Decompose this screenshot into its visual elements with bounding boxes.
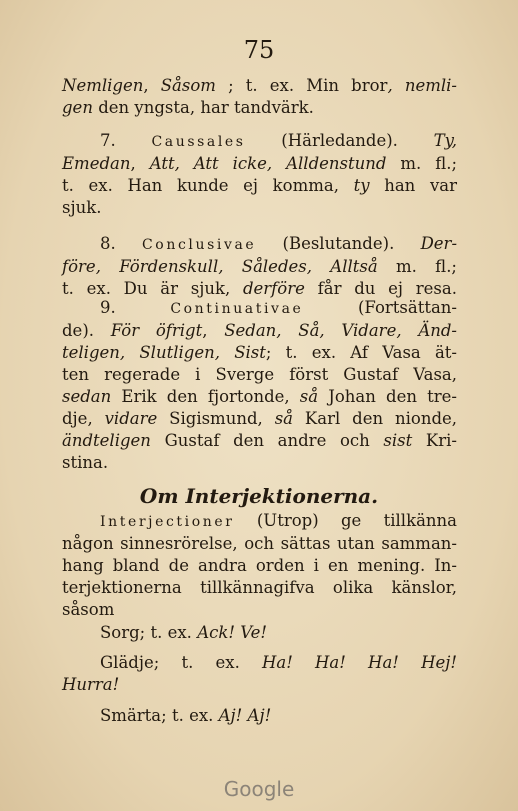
text: de). bbox=[62, 321, 95, 340]
text: t. ex. Du är sjuk, bbox=[62, 279, 231, 298]
s7-line-1 bbox=[62, 130, 457, 153]
comma: , bbox=[266, 154, 273, 173]
word: Alltså bbox=[330, 257, 378, 276]
s7-line-3 bbox=[62, 175, 457, 197]
word: Således bbox=[241, 257, 307, 276]
comma: , bbox=[319, 321, 325, 340]
s9-line-4: ten regerade i Sverge först Gustaf Vasa, bbox=[62, 365, 457, 384]
intro-paragraph bbox=[62, 75, 457, 119]
interj-line-3: hang bland de andra orden i en mening. In- bbox=[62, 556, 457, 575]
s8-line-2 bbox=[62, 256, 457, 278]
s9-line-2 bbox=[62, 320, 457, 342]
word-ty: Ty bbox=[433, 131, 452, 150]
google-watermark: Google bbox=[223, 777, 295, 801]
word: ändteligen bbox=[62, 431, 151, 450]
word: derföre bbox=[242, 279, 305, 298]
text: m. fl.; bbox=[396, 257, 457, 276]
text: han var bbox=[384, 176, 457, 195]
comma: , bbox=[451, 131, 458, 150]
example-smarta bbox=[62, 705, 457, 727]
intro-line-1 bbox=[62, 75, 457, 97]
comma: , bbox=[143, 76, 149, 95]
gloss: (Beslutande). bbox=[282, 234, 395, 253]
word: Änd- bbox=[418, 321, 457, 340]
word: Ha! Ha! Ha! Hej! bbox=[262, 653, 457, 672]
text: ; t. ex. Af Vasa ät- bbox=[265, 343, 458, 362]
example-line bbox=[62, 705, 457, 727]
word: Att icke bbox=[193, 154, 267, 173]
word: Ack! Ve! bbox=[197, 623, 268, 642]
s9-line-5 bbox=[62, 386, 457, 408]
text: (Utrop) ge tillkänna bbox=[256, 511, 458, 530]
word: vidare bbox=[104, 409, 158, 428]
text: Karl den nionde, bbox=[304, 409, 458, 428]
word-gen: gen bbox=[62, 98, 93, 117]
term: Conclusivae bbox=[141, 237, 257, 253]
word: sist bbox=[383, 431, 413, 450]
text: Sorg; t. ex. bbox=[100, 623, 192, 642]
word: ty bbox=[353, 176, 370, 195]
text: ; t. ex. Min bror bbox=[228, 76, 388, 95]
text: m. fl.; bbox=[400, 154, 458, 173]
term: Continuativae bbox=[170, 301, 304, 317]
word-sasom: Såsom bbox=[160, 76, 216, 95]
text: får du ej resa. bbox=[317, 279, 457, 298]
word: Vidare bbox=[341, 321, 397, 340]
s7-line-2 bbox=[62, 153, 457, 175]
word: Slutligen bbox=[139, 343, 215, 362]
s9-line-6 bbox=[62, 408, 457, 430]
example-gladje bbox=[62, 652, 457, 696]
comma: , bbox=[119, 343, 126, 362]
word: Fördenskull bbox=[119, 257, 219, 276]
s7-line-4: sjuk. bbox=[62, 198, 102, 217]
word: teligen bbox=[62, 343, 120, 362]
word: Så bbox=[298, 321, 320, 340]
interj-line-2: någon sinnesrörelse, och sättas utan samman- bbox=[62, 534, 457, 553]
s9-line-3 bbox=[62, 342, 457, 364]
word: så bbox=[299, 387, 319, 406]
s9-line-7 bbox=[62, 430, 457, 452]
section-8 bbox=[62, 233, 457, 300]
comma-italic: , bbox=[387, 76, 393, 95]
text: Erik den fjortonde, bbox=[121, 387, 290, 406]
term: Interjectioner bbox=[100, 514, 235, 530]
section-number: 8. bbox=[100, 234, 116, 253]
example-line bbox=[62, 652, 457, 674]
page-number: 75 bbox=[243, 36, 275, 64]
interj-line-1 bbox=[62, 510, 457, 533]
word: så bbox=[274, 409, 293, 428]
section-number: 7. bbox=[100, 131, 116, 150]
section-9 bbox=[62, 297, 457, 474]
comma: , bbox=[174, 154, 180, 173]
word: Att bbox=[149, 154, 175, 173]
comma: , bbox=[95, 257, 101, 276]
word: Sist bbox=[234, 343, 266, 362]
text: Johan den tre- bbox=[328, 387, 457, 406]
word: Aj! Aj! bbox=[218, 706, 272, 725]
word: Hurra! bbox=[62, 675, 120, 694]
comma: , bbox=[214, 343, 220, 362]
text: dje, bbox=[62, 409, 93, 428]
s9-line-1 bbox=[62, 297, 457, 320]
text: Sigismund, bbox=[169, 409, 263, 428]
word: före bbox=[62, 257, 96, 276]
word: Alldenstund bbox=[286, 154, 387, 173]
gloss: (Härledande). bbox=[281, 131, 398, 150]
interj-line-4: terjektionerna tillkännagifva olika känslor, bbox=[62, 578, 457, 597]
section-7 bbox=[62, 130, 457, 219]
word-nemli: nemli- bbox=[404, 76, 457, 95]
text: t. ex. Han kunde ej komma, bbox=[62, 176, 339, 195]
comma: , bbox=[202, 321, 208, 340]
comma: , bbox=[218, 257, 224, 276]
term: Caussales bbox=[151, 134, 246, 150]
comma: , bbox=[276, 321, 282, 340]
comma: , bbox=[130, 154, 136, 173]
section-number: 9. bbox=[100, 298, 116, 317]
s8-line-1 bbox=[62, 233, 457, 256]
word: Der- bbox=[420, 234, 458, 253]
text: den yngsta, har tandvärk. bbox=[98, 98, 314, 117]
example-line bbox=[62, 622, 457, 644]
s9-line-8: stina. bbox=[62, 453, 109, 472]
word-nemligen: Nemligen bbox=[62, 76, 144, 95]
interjections-paragraph bbox=[62, 510, 457, 621]
interj-line-5: såsom bbox=[62, 600, 115, 619]
word: Emedan bbox=[62, 154, 131, 173]
gloss: (Fortsättan- bbox=[357, 298, 458, 317]
comma: , bbox=[306, 257, 312, 276]
example-sorg bbox=[62, 622, 457, 644]
word: sedan bbox=[62, 387, 112, 406]
text: Glädje; t. ex. bbox=[100, 653, 240, 672]
text: Kri- bbox=[425, 431, 457, 450]
text: Smärta; t. ex. bbox=[100, 706, 214, 725]
text: Gustaf den andre och bbox=[164, 431, 370, 450]
word: Sedan bbox=[224, 321, 277, 340]
comma: , bbox=[396, 321, 402, 340]
intro-line-2 bbox=[62, 97, 457, 119]
word: För öfrigt bbox=[110, 321, 203, 340]
section-heading: Om Interjektionerna. bbox=[139, 484, 379, 508]
